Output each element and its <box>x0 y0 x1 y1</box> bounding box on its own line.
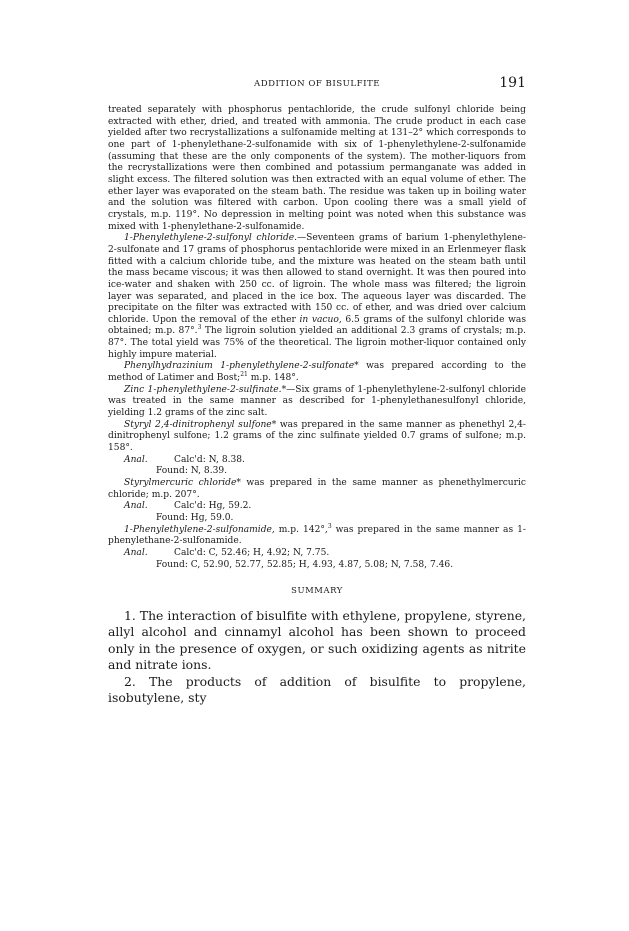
analysis-label: Anal. <box>124 547 148 558</box>
compound-title: 1-Phenylethylene-2-sulfonamide, <box>124 524 275 535</box>
running-head <box>108 75 526 92</box>
article-body <box>108 105 526 707</box>
compound-title: Styryl 2,4-dinitrophenyl sulfone <box>124 419 272 430</box>
reference-marker: 3 <box>197 324 202 332</box>
analysis-calc: Anal. Calc'd: N, 8.38. <box>108 455 526 467</box>
paragraph-phenylhydrazinium: Phenylhydrazinium 1-phenylethylene-2-sulfonate* was prepared according to the method of Latimer and Bost;$^{21}$ m.p. 148°. <box>108 361 527 384</box>
summary-item: 1. The interaction of bisulfite with ethylene, propylene, styrene, allyl alcohol and cinnamyl alcohol has been shown to proceed only in the presence of oxygen, or such oxidizing agents as nitrite and nitrate ions. <box>108 607 526 673</box>
summary-item: 2. The products of addition of bisulfite to propylene, isobutylene, sty <box>108 673 526 706</box>
paragraph: treated separately with phosphorus pentachloride, the crude sulfonyl chloride being extracted with ether, dried, and treated with ammonia. The crude product in each case yielded after two recrystallizations a sulfonamide melting at 131–2° which corresponds to one part of 1-phenylethane-2-sulfonamide with six of 1-phenylethylene-2-sulfonamide (assuming that these are the only components of the system). The mother-liquors from the recrystallizations were then combined and potassium permanganate was added in slight excess. The filtered solution was then extracted with an equal volume of ether. The ether layer was evaporated on the steam bath. The residue was taken up in boiling water and the solution was filtered with carbon. Upon cooling there was a small yield of crystals, m.p. 119°. No depression in melting point was noted when this substance was mixed with 1-phenylethane-2-sulfonamide. <box>108 105 526 232</box>
analysis-found: Found: C, 52.90, 52.77, 52.85; H, 4.93, 4.87, 5.08; N, 7.58, 7.46. <box>156 559 454 570</box>
analysis-calc: Anal. Calc'd: C, 52.46; H, 4.92; N, 7.75. <box>108 548 526 560</box>
compound-title: Styrylmercuric chloride <box>124 478 237 488</box>
summary-heading: SUMMARY <box>291 585 343 596</box>
paragraph-sulfonamide: 1-Phenylethylene-2-sulfonamide, m.p. 142°,$^3$ was prepared in the same manner as 1-phenylethane-2-sulfonamide. <box>108 522 526 547</box>
running-title: ADDITION OF BISULFITE <box>254 79 380 89</box>
compound-title: Zinc 1-phenylethylene-2-sulfinate. <box>124 384 282 395</box>
paragraph-zinc-sulfinate: Zinc 1-phenylethylene-2-sulfinate.*—Six grams of 1-phenylethylene-2-sulfonyl chloride was treated in the same manner as described for 1-phenylethanesulfonyl chloride, yielding 1.2 grams of the zinc salt. <box>108 384 526 419</box>
compound-title: Phenylhydrazinium 1-phenylethylene-2-sulfonate <box>124 361 355 372</box>
analysis-label: Anal. <box>124 454 148 465</box>
paragraph-styryl-sulfone: Styryl 2,4-dinitrophenyl sulfone* was prepared in the same manner as phenethyl 2,4-dinitrophenyl sulfone; 1.2 grams of the zinc sulfinate yielded 0.7 grams of sulfone; m.p. 158°. <box>108 419 526 454</box>
reference-marker: 21 <box>240 371 248 379</box>
paragraph-styrylmercuric: Styrylmercuric chloride* was prepared in the same manner as phenethylmercuric chloride; m.p. 207°. <box>108 478 527 500</box>
paragraph-sulfonyl-chloride: 1-Phenylethylene-2-sulfonyl chloride.—Seventeen grams of barium 1-phenylethylene-2-sulfonate and 17 grams of phosphorus pentachloride were mixed in an Erlenmeyer flask fitted with a calcium chloride tube, and the mixture was heated on the steam bath until the mass became viscous; it was then allowed to stand overnight. It was then poured into ice-water and shaken with 250 cc. of ligroin. The whole mass was filtered; the ligroin layer was separated, and placed in the ice box. The aqueous layer was discarded. The precipitate on the filter was extracted with 150 cc. of ether, and was dried over calcium chloride. Upon the removal of the ether in vacuo, 6.5 grams of the sulfonyl chloride was obtained; m.p. 87°.$^3$ The ligroin solution yielded an additional 2.3 grams of crystals; m.p. 87°. The total yield was 75% of the theoretical. The ligroin mother-liquor contained only highly impure material. <box>108 233 526 360</box>
analysis-calc: Anal. Calc'd: Hg, 59.2. <box>108 501 526 513</box>
analysis-found: Found: N, 8.39. <box>156 466 228 477</box>
compound-title: 1-Phenylethylene-2-sulfonyl chloride. <box>124 233 298 244</box>
analysis-found: Found: Hg, 59.0. <box>156 512 234 523</box>
analysis-label: Anal. <box>124 501 148 512</box>
reference-marker: 3 <box>327 522 332 530</box>
page-number: 191 <box>499 75 526 91</box>
summary-section <box>108 608 526 707</box>
latin-phrase: in vacuo <box>299 314 339 325</box>
